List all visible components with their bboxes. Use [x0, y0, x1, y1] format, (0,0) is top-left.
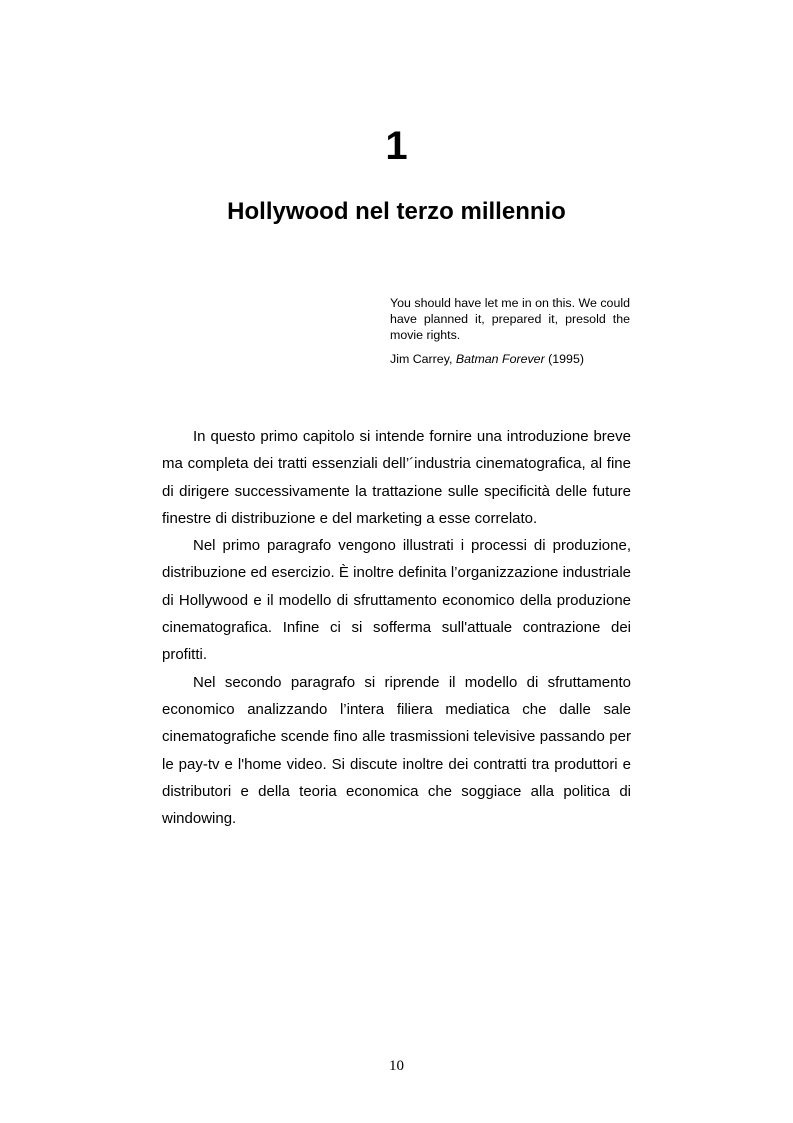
chapter-number: 1 — [385, 124, 408, 168]
paragraph-3: Nel secondo paragrafo si riprende il modello di sfruttamento economico analizzando l’intera filiera mediatica che dalle sale cinematografiche scende fino alle trasmissioni televisive passando per le pay-tv e l'home video. Si discute inoltre dei contratti tra produttori e distributori e della teoria economica che soggiace alla politica di windowing. — [162, 673, 631, 828]
page-number: 10 — [389, 1058, 404, 1074]
epigraph-author: Jim Carrey, — [390, 352, 456, 366]
epigraph-year: (1995) — [544, 352, 584, 366]
epigraph-work: Batman Forever — [455, 352, 545, 366]
chapter-title: Hollywood nel terzo millennio — [227, 198, 566, 225]
paragraph-2: Nel primo paragrafo vengono illustrati i processi di produzione, distribuzione ed esercizio. È inoltre definita l’organizzazione industriale di Hollywood e il modello di sfruttamento economico della produzione cinematografica. Infine ci si sofferma sull'attuale contrazione dei profitti. — [162, 537, 631, 664]
epigraph-attribution — [390, 351, 630, 367]
body-text — [162, 423, 631, 832]
epigraph — [390, 295, 630, 367]
paragraph-1: In questo primo capitolo si intende fornire una introduzione breve ma completa dei tratti essenziali dell’´industria cinematografica, al fine di dirigere successivamente la trattazione sulle specificità delle future finestre di distribuzione e del marketing a esse correlato. — [162, 428, 631, 527]
epigraph-quote: You should have let me in on this. We could have planned it, prepared it, presold the movie rights. — [390, 296, 630, 342]
